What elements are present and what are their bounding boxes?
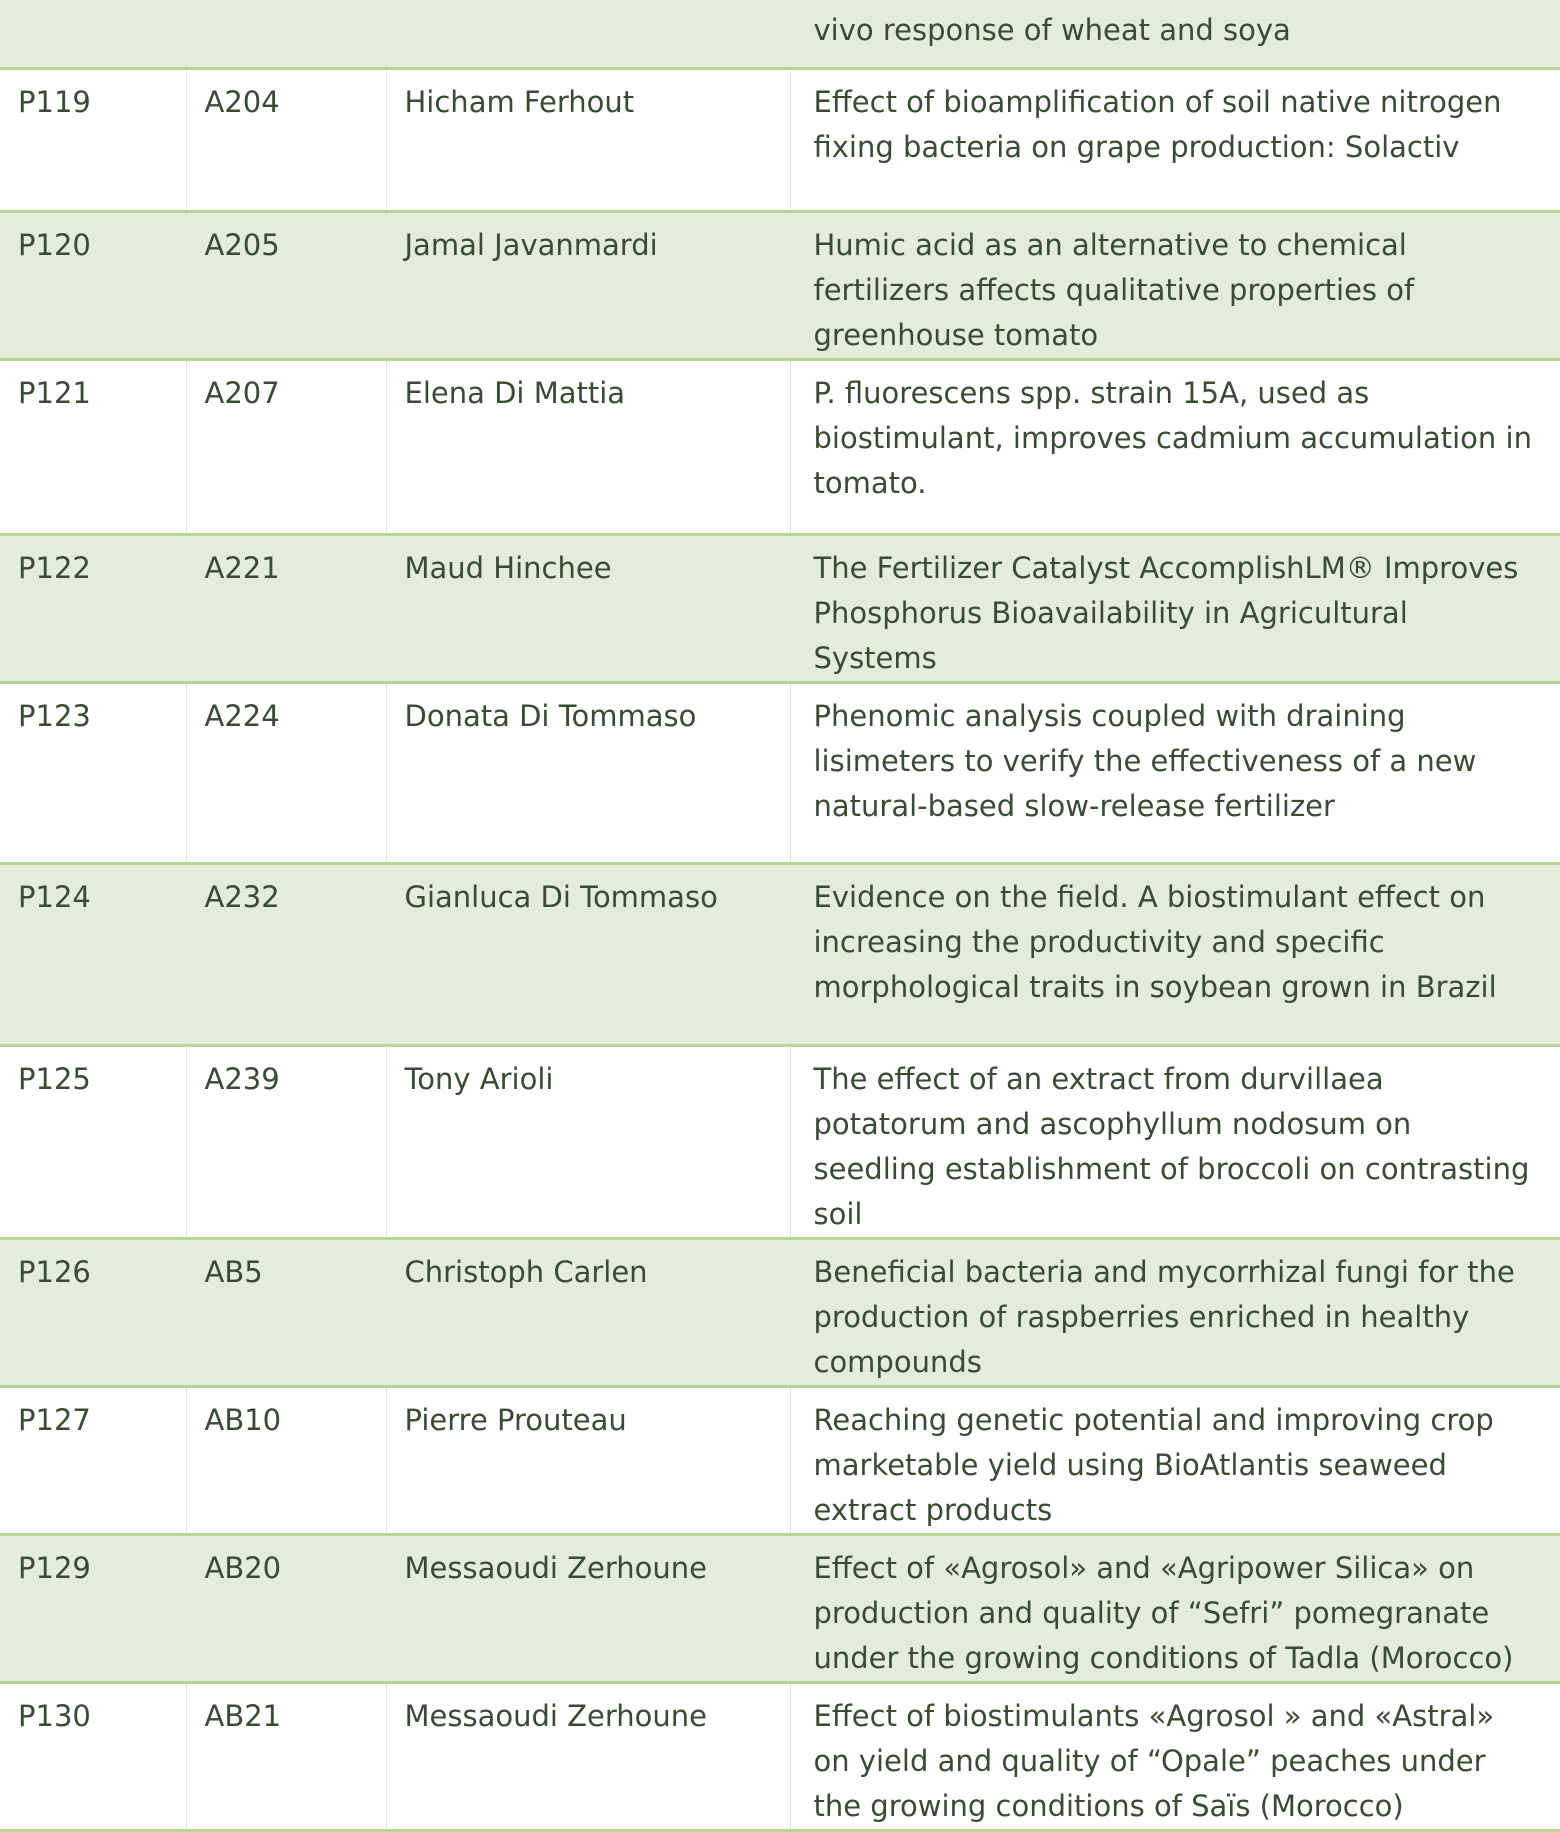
title-cell — [790, 534, 1560, 682]
table-row — [0, 863, 1560, 1045]
author-cell — [386, 0, 790, 68]
abstract-code-cell: AB10 — [186, 1386, 386, 1534]
title-cell — [790, 1386, 1560, 1534]
title-text: Reaching genetic potential and improving crop marketable yield using BioAtlantis seaweed extract products — [813, 1402, 1494, 1527]
title-text: Evidence on the field. A biostimulant effect on increasing the productivity and specific morphological traits in soybean grown in Brazil — [813, 879, 1497, 1004]
author-cell: Maud Hinchee — [386, 534, 790, 682]
title-text: Beneficial bacteria and mycorrhizal fungi for the production of raspberries enriched in healthy compounds — [813, 1254, 1515, 1379]
poster-number-cell: P125 — [0, 1045, 186, 1238]
title-text: vivo response of wheat and soya — [813, 13, 1291, 47]
title-text: Humic acid as an alternative to chemical fertilizers affects qualitative properties of greenhouse tomato — [813, 227, 1415, 352]
abstract-code-cell: AB5 — [186, 1238, 386, 1386]
abstract-code-cell: A205 — [186, 211, 386, 359]
poster-number-cell — [0, 0, 186, 68]
author-cell: Christoph Carlen — [386, 1238, 790, 1386]
title-cell — [790, 1045, 1560, 1238]
author-cell: Tony Arioli — [386, 1045, 790, 1238]
author-cell: Messaoudi Zerhoune — [386, 1682, 790, 1830]
poster-number-cell: P120 — [0, 211, 186, 359]
abstract-code-cell: AB21 — [186, 1682, 386, 1830]
title-text: Phenomic analysis coupled with draining lisimeters to verify the effectiveness of a new natural-based slow-release fertilizer — [813, 698, 1477, 823]
title-text: Effect of «Agrosol» and «Agripower Silica» on production and quality of “Sefri” pomegranate under the growing conditions of Tadla (Morocco) — [813, 1550, 1514, 1675]
poster-number-cell: P129 — [0, 1534, 186, 1682]
author-cell: Gianluca Di Tommaso — [386, 863, 790, 1045]
poster-number-cell: P130 — [0, 1682, 186, 1830]
poster-number-cell: P124 — [0, 863, 186, 1045]
poster-number-cell: P123 — [0, 682, 186, 863]
title-cell — [790, 1682, 1560, 1830]
author-cell: Hicham Ferhout — [386, 68, 790, 211]
table-row — [0, 534, 1560, 682]
poster-number-cell: P121 — [0, 359, 186, 534]
table-row — [0, 211, 1560, 359]
poster-number-cell: P127 — [0, 1386, 186, 1534]
title-cell — [790, 1534, 1560, 1682]
title-cell — [790, 0, 1560, 68]
abstract-code-cell: A204 — [186, 68, 386, 211]
title-cell — [790, 863, 1560, 1045]
abstract-code-cell: A207 — [186, 359, 386, 534]
table-row — [0, 359, 1560, 534]
poster-number-cell: P119 — [0, 68, 186, 211]
author-cell: Donata Di Tommaso — [386, 682, 790, 863]
author-cell: Jamal Javanmardi — [386, 211, 790, 359]
table-row — [0, 1238, 1560, 1386]
title-cell — [790, 68, 1560, 211]
title-text: P. fluorescens spp. strain 15A, used as biostimulant, improves cadmium accumulation in tomato. — [813, 375, 1532, 500]
title-cell — [790, 1238, 1560, 1386]
table-row — [0, 68, 1560, 211]
table-row — [0, 1534, 1560, 1682]
table-row — [0, 1682, 1560, 1830]
author-cell: Elena Di Mattia — [386, 359, 790, 534]
author-cell: Pierre Prouteau — [386, 1386, 790, 1534]
table-row — [0, 1045, 1560, 1238]
abstract-code-cell: A239 — [186, 1045, 386, 1238]
abstract-code-cell: AB20 — [186, 1534, 386, 1682]
abstract-code-cell — [186, 0, 386, 68]
poster-number-cell: P122 — [0, 534, 186, 682]
abstract-code-cell: A232 — [186, 863, 386, 1045]
title-cell — [790, 682, 1560, 863]
author-cell: Messaoudi Zerhoune — [386, 1534, 790, 1682]
title-text: Effect of bioamplification of soil native nitrogen fixing bacteria on grape production: Solactiv — [813, 84, 1502, 164]
title-text: Effect of biostimulants «Agrosol » and «Astral» on yield and quality of “Opale” peaches under the growing conditions of Saïs (Morocco) — [813, 1698, 1495, 1823]
table-row — [0, 0, 1560, 68]
title-text: The effect of an extract from durvillaea potatorum and ascophyllum nodosum on seedling establishment of broccoli on contrasting soil — [813, 1061, 1530, 1231]
title-text: The Fertilizer Catalyst AccomplishLM® Improves Phosphorus Bioavailability in Agricultural Systems — [813, 550, 1519, 675]
abstract-code-cell: A221 — [186, 534, 386, 682]
table-row — [0, 682, 1560, 863]
poster-number-cell: P126 — [0, 1238, 186, 1386]
title-cell — [790, 359, 1560, 534]
table-row — [0, 1386, 1560, 1534]
abstract-code-cell: A224 — [186, 682, 386, 863]
title-cell — [790, 211, 1560, 359]
